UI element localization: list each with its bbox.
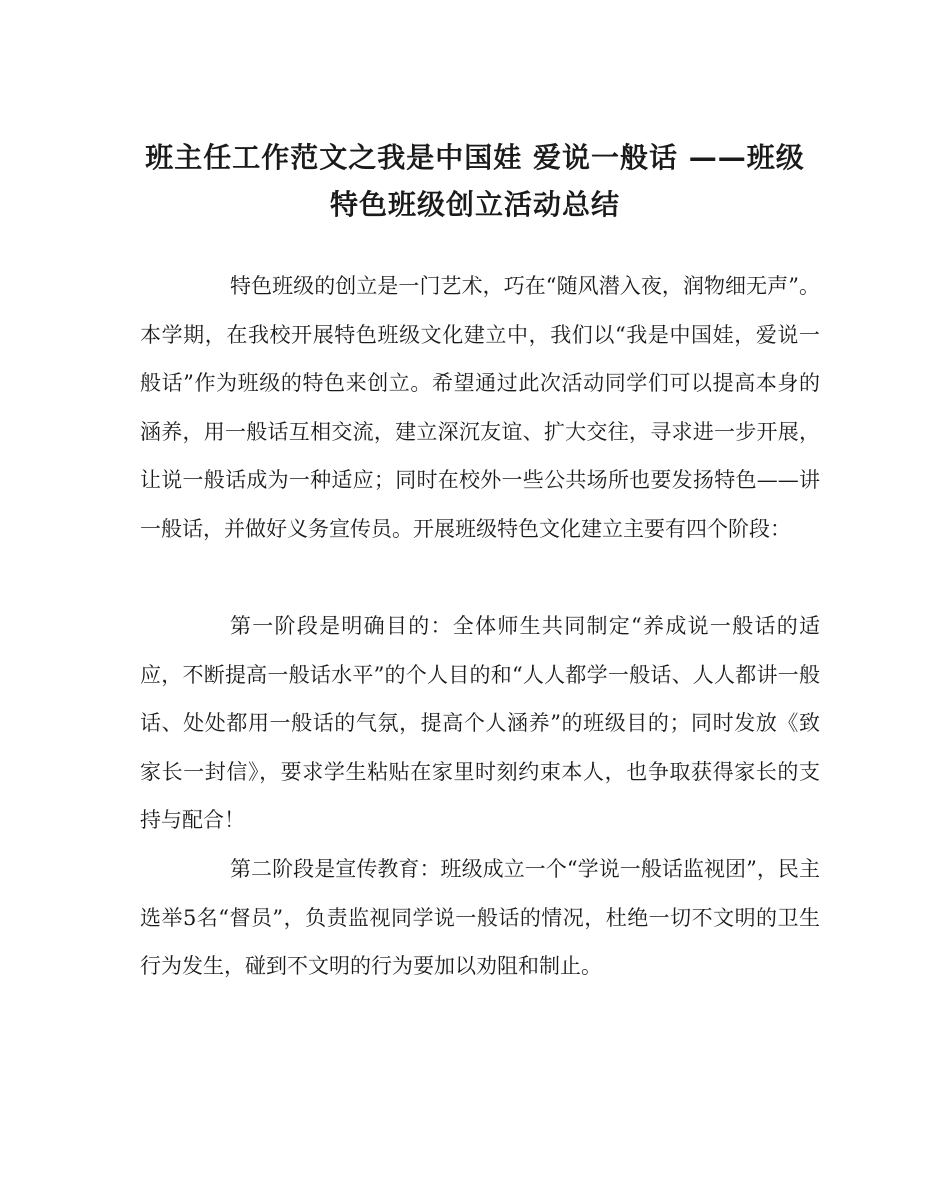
paragraph-stage-one: 第一阶段是明确目的：全体师生共同制定“养成说一般话的适应，不断提高一般话水平”的个人目的和“人人都学一般话、人人都讲一般话、处处都用一般话的气氛，提高个人涵养”的班级目的；同时发放《致家长一封信》，要求学生粘贴在家里时刻约束本人，也争取获得家长的支持与配合！ (140, 614, 820, 833)
paragraph-stage-two: 第二阶段是宣传教育：班级成立一个“学说一般话监视团”，民主选举5名“督员”，负责监视同学说一般话的情况，杜绝一切不文明的卫生行为发生，碰到不文明的行为要加以劝阻和制止。 (140, 857, 820, 979)
document-title-line-1: 班主任工作范文之我是中国娃 爱说一般话 ——班级 (145, 141, 805, 174)
paragraph-intro: 特色班级的创立是一门艺术，巧在“随风潜入夜，润物细无声”。本学期，在我校开展特色班级文化建立中，我们以“我是中国娃，爱说一般话”作为班级的特色来创立。希望通过此次活动同学们可以提高本身的涵养，用一般话互相交流，建立深沉友谊、扩大交往，寻求进一步开展，让说一般话成为一种适应；同时在校外一些公共场所也要发扬特色——讲一般话，并做好义务宣传员。开展班级特色文化建立主要有四个阶段： (140, 274, 820, 541)
document-title-line-2: 特色班级创立活动总结 (329, 188, 620, 221)
